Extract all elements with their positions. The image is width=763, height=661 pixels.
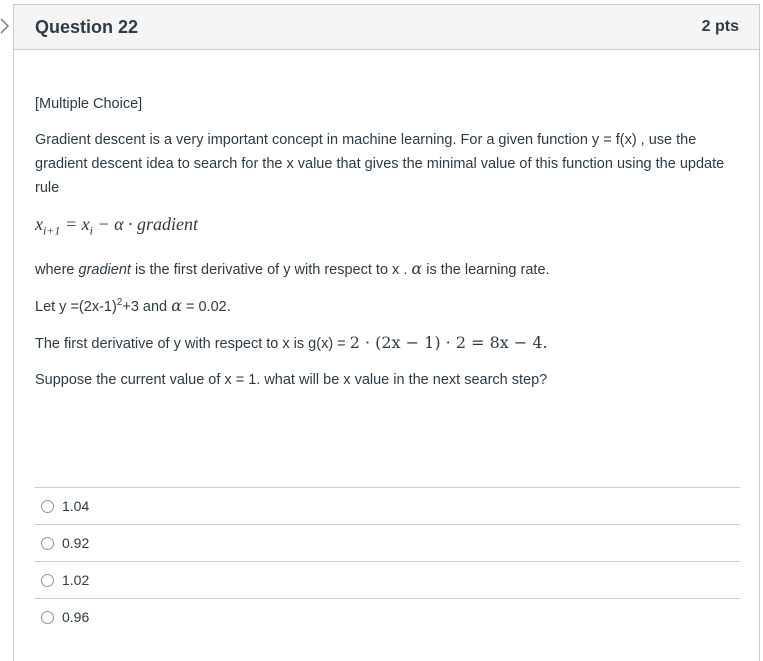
formula-x: x	[35, 214, 43, 234]
answer-option[interactable]	[35, 524, 740, 561]
where-prefix: where	[35, 261, 79, 278]
where-middle: is the first derivative of y with respect to x .	[130, 261, 412, 278]
let-line	[35, 294, 738, 319]
let-middle: +3 and	[122, 298, 172, 315]
question-title: Question 22	[35, 16, 139, 37]
update-rule-formula	[35, 212, 738, 243]
radio-button[interactable]	[41, 574, 54, 587]
alpha-symbol-2: α	[171, 295, 182, 315]
formula-sub-i: i	[89, 223, 93, 238]
answer-list	[35, 487, 740, 635]
formula-sub-next: i+1	[43, 223, 61, 238]
gradient-word: gradient	[78, 261, 131, 278]
question-intro: Gradient descent is a very important concept in machine learning. For a given function y = f(x) , use the gradient descent idea to search for the x value that gives the minimal value of this function using the update rule	[35, 132, 725, 196]
answer-label[interactable]: 0.92	[62, 535, 90, 551]
answer-label[interactable]: 1.02	[62, 572, 90, 588]
formula-rest: − α · gradient	[92, 214, 199, 234]
let-suffix: = 0.02.	[181, 298, 231, 315]
let-exponent: 2	[116, 296, 123, 308]
alpha-symbol: α	[411, 258, 423, 278]
question-type-tag: [Multiple Choice]	[35, 96, 143, 112]
radio-button[interactable]	[41, 500, 54, 513]
answer-label[interactable]: 0.96	[62, 609, 90, 625]
answer-option[interactable]	[35, 561, 740, 598]
question-header	[14, 5, 759, 50]
question-body	[14, 50, 759, 392]
where-suffix: is the learning rate.	[422, 261, 550, 278]
derivative-math: 2 · (2x − 1) · 2 = 8x − 4.	[349, 332, 548, 352]
answer-option[interactable]	[35, 598, 740, 635]
derivative-prefix: The first derivative of y with respect to x is g(x) =	[35, 335, 350, 352]
radio-button[interactable]	[41, 611, 54, 624]
question-prompt: Suppose the current value of x = 1. what will be x value in the next search step?	[35, 371, 548, 388]
question-points: 2 pts	[701, 18, 739, 35]
let-prefix: Let y =(2x-1)	[35, 298, 117, 315]
answer-option[interactable]	[35, 487, 740, 524]
formula-equals: =	[60, 214, 82, 234]
where-line	[35, 257, 738, 282]
radio-button[interactable]	[41, 537, 54, 550]
chevron-right-icon[interactable]	[0, 18, 10, 34]
answer-label[interactable]: 1.04	[62, 498, 90, 514]
formula-x-i: x	[81, 214, 90, 234]
derivative-line	[35, 331, 738, 356]
question-card	[13, 4, 760, 661]
